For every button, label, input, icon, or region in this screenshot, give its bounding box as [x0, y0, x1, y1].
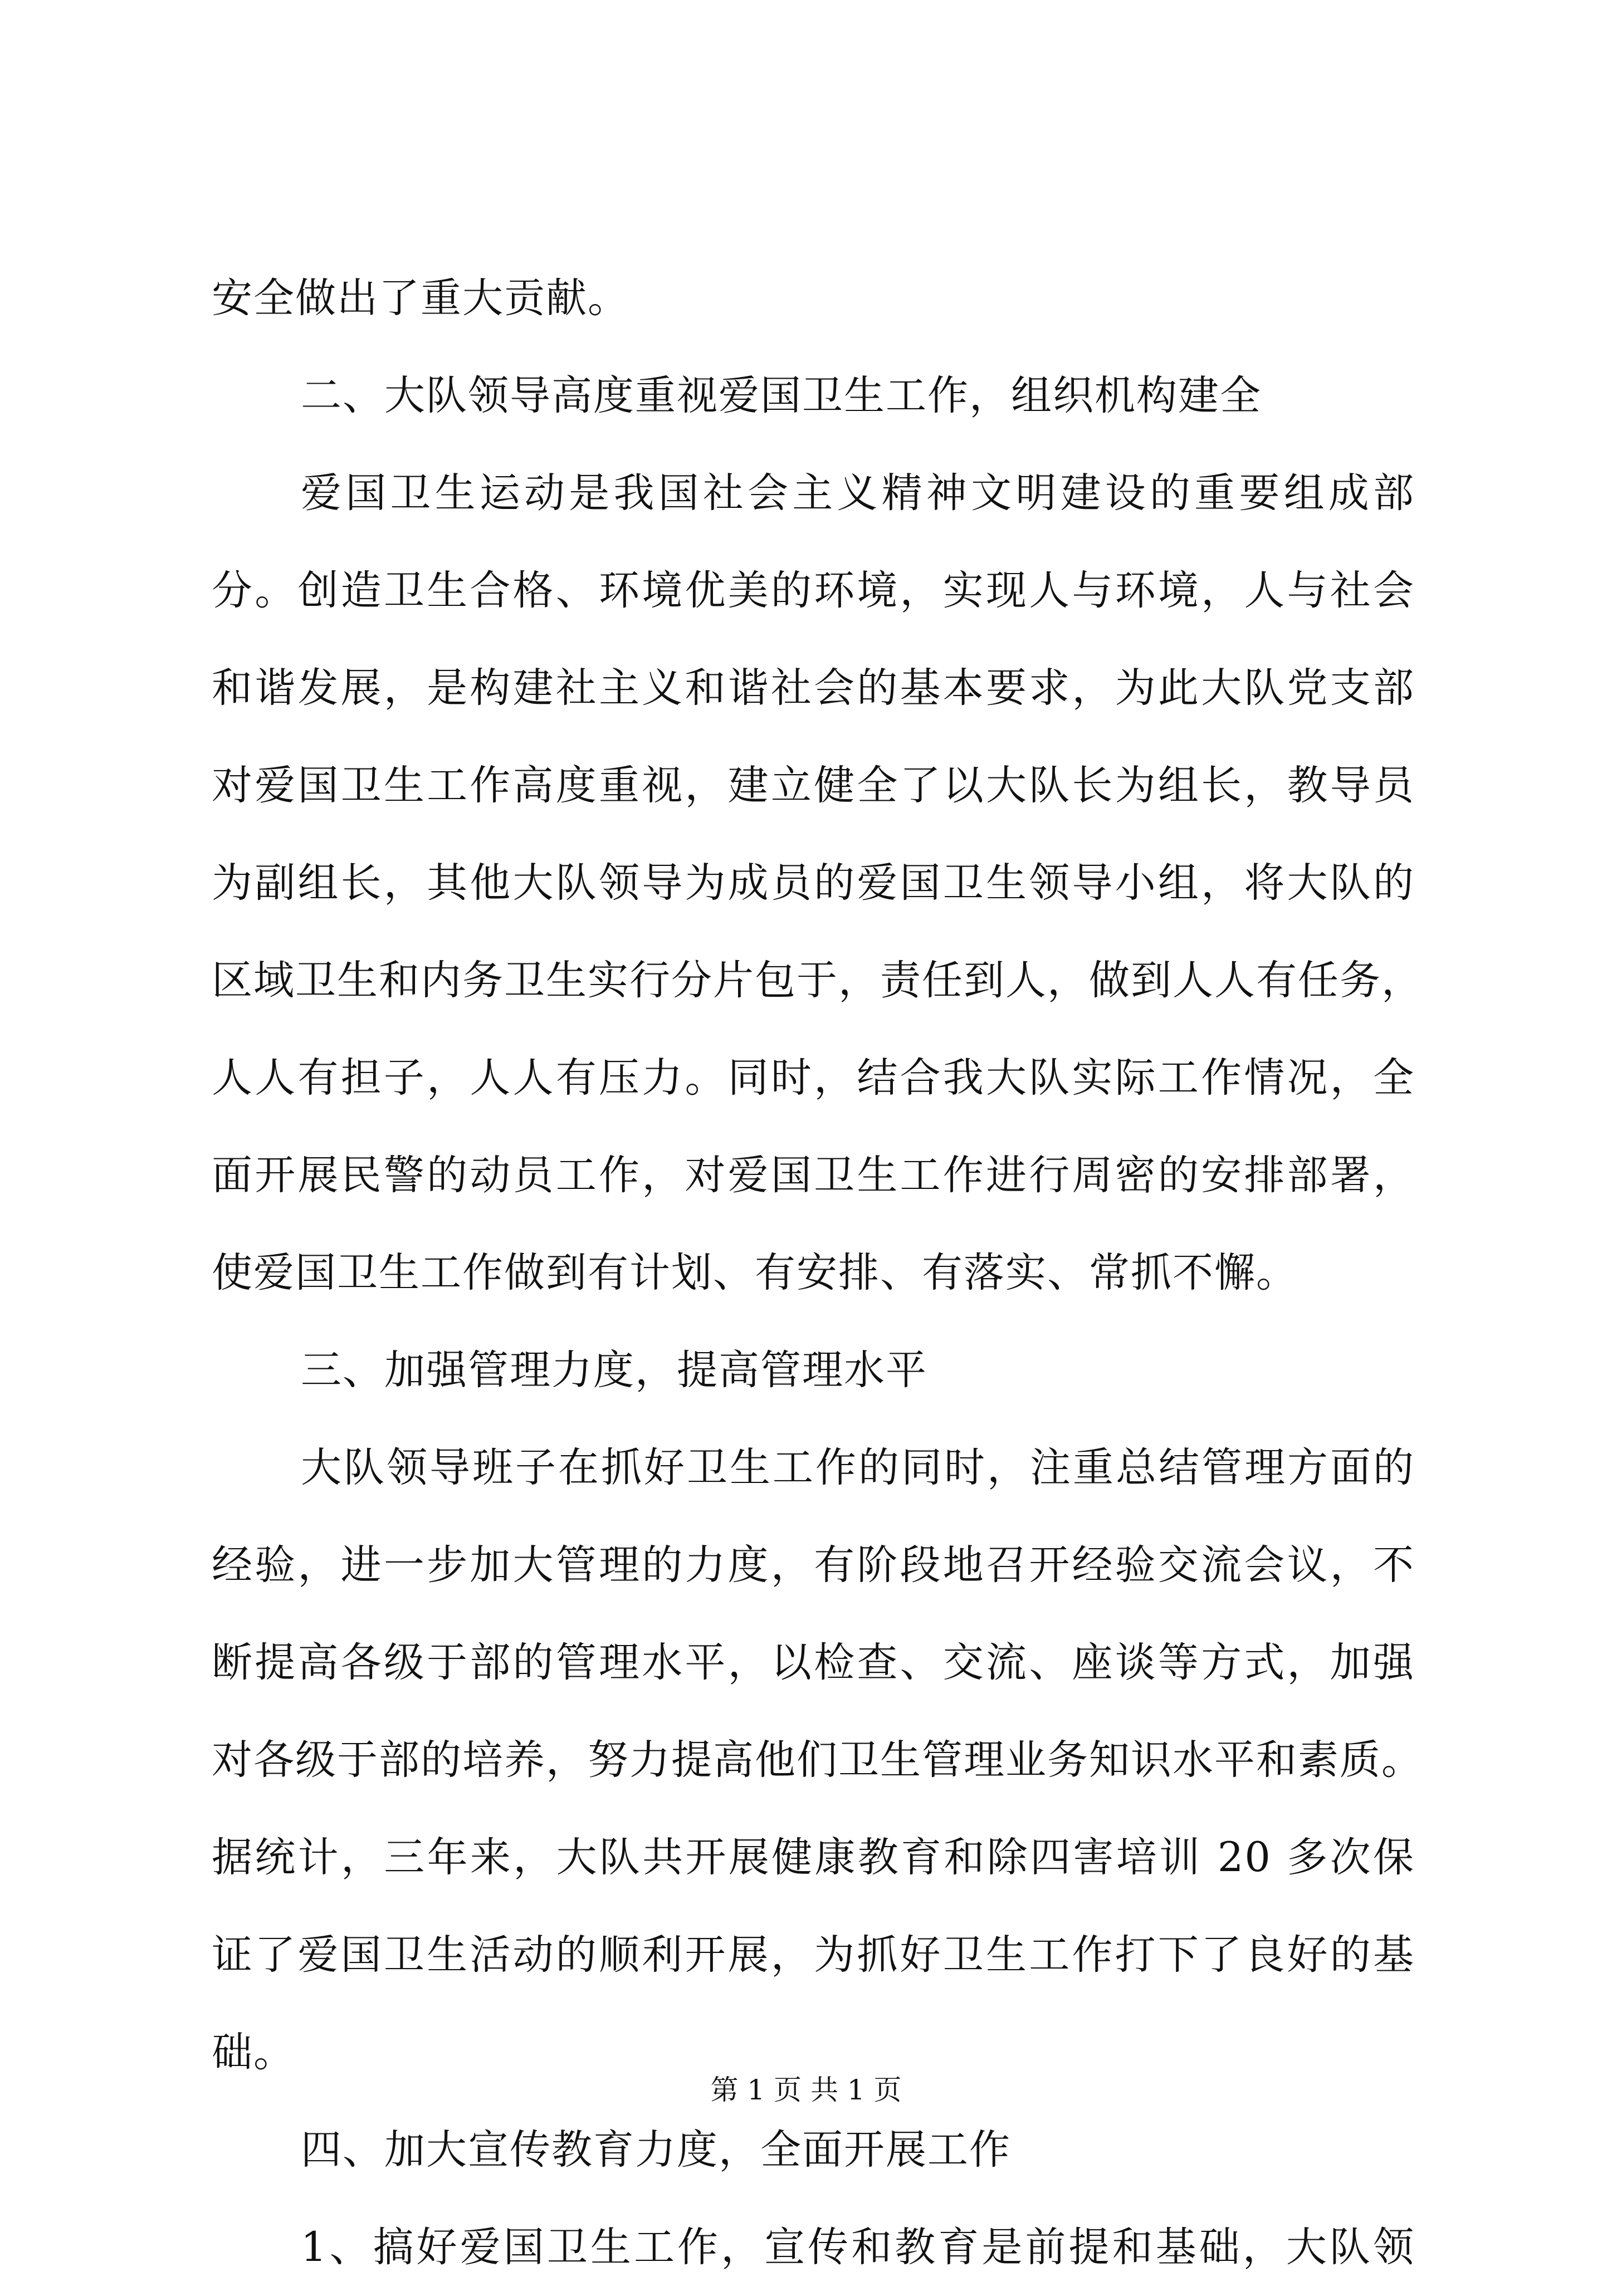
paragraph-line: 和谐发展，是构建社主义和谐社会的基本要求，为此大队党支部: [212, 664, 1415, 712]
section-heading-3: 三、加强管理力度，提高管理水平: [301, 1347, 927, 1394]
document-body: [212, 249, 1423, 2296]
paragraph-line: 经验，进一步加大管理的力度，有阶段地召开经验交流会议，不: [212, 1541, 1415, 1589]
section-heading-4: 四、加大宣传教育力度，全面开展工作: [301, 2126, 1011, 2173]
paragraph-line: 区域卫生和内务卫生实行分片包于，责任到人，做到人人有任务，: [212, 957, 1423, 1004]
paragraph-line: 使爱国卫生工作做到有计划、有安排、有落实、常抓不懈。: [212, 1249, 1298, 1296]
paragraph-line: 对爱国卫生工作高度重视，建立健全了以大队长为组长，教导员: [212, 762, 1415, 809]
paragraph-line: 础。: [212, 2029, 295, 2076]
paragraph-line: 为副组长，其他大队领导为成员的爱国卫生领导小组，将大队的: [212, 859, 1415, 907]
page-footer: 第 1 页 共 1 页: [710, 2074, 902, 2106]
section-heading-2: 二、大队领导高度重视爱国卫生工作，组织机构建全: [301, 372, 1262, 419]
paragraph-line: 爱国卫生运动是我国社会主义精神文明建设的重要组成部: [301, 469, 1415, 517]
paragraph-line: 对各级于部的培养，努力提高他们卫生管理业务知识水平和素质。: [212, 1736, 1423, 1784]
paragraph-line: 据统计，三年来，大队共开展健康教育和除四害培训 20 多次保: [212, 1834, 1415, 1881]
paragraph-line: 分。创造卫生合格、环境优美的环境，实现人与环境，人与社会: [212, 567, 1415, 614]
paragraph-line: 证了爱国卫生活动的顺利开展，为抓好卫生工作打下了良好的基: [212, 1931, 1415, 1979]
paragraph-line: 人人有担子，人人有压力。同时，结合我大队实际工作情况，全: [212, 1054, 1415, 1102]
paragraph-line: 面开展民警的动员工作，对爱国卫生工作进行周密的安排部署，: [212, 1152, 1415, 1199]
paragraph-line: 1、搞好爱国卫生工作，宣传和教育是前提和基础，大队领: [301, 2224, 1415, 2271]
paragraph-line: 大队领导班子在抓好卫生工作的同时，注重总结管理方面的: [301, 1444, 1415, 1491]
paragraph-line: 断提高各级于部的管理水平，以检查、交流、座谈等方式，加强: [212, 1639, 1415, 1686]
paragraph-line: 安全做出了重大贡献。: [212, 275, 629, 322]
